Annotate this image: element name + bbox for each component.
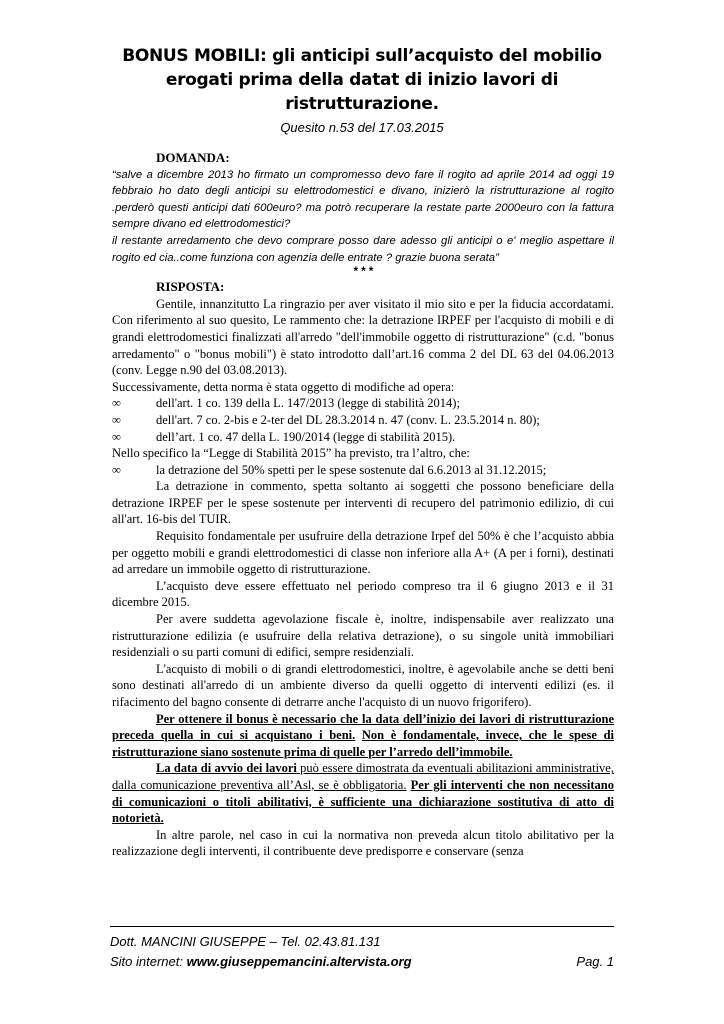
bullet-symbol: ∞ bbox=[112, 396, 121, 411]
list-item-text: dell'art. 1 co. 139 della L. 147/2013 (legge di stabilità 2014); bbox=[156, 396, 460, 411]
paragraph-soggetti: La detrazione in commento, spetta soltanto ai soggetti che possono beneficiare della detrazione IRPEF per le spese sostenute per interventi di recupero del patrimonio edilizio, di cui all'art. 16-bis del TUIR. bbox=[112, 479, 614, 527]
paragraph-ristrutturazione: Per avere suddetta agevolazione fiscale è, inoltre, indispensabile aver realizzato una ristrutturazione edilizia (e usufruire della relativa detrazione), o su singole unità immobiliari residenziali o su parti comuni di edifici, sempre residenziali. bbox=[112, 612, 614, 660]
footer-author: Dott. MANCINI GIUSEPPE – Tel. 02.43.81.131 bbox=[110, 934, 381, 949]
list-item bbox=[112, 412, 614, 429]
quesito-reference: Quesito n.53 del 17.03.2015 bbox=[280, 120, 444, 135]
avvio-lavori-text: può essere dimostrata da eventuali abilitazioni amministrative, dalla comunicazione preventiva all’Asl, se è obbligatoria. bbox=[112, 761, 614, 792]
paragraph-bonus-condition bbox=[112, 711, 614, 761]
page-number: Pag. 1 bbox=[576, 954, 614, 969]
paragraph-requisito: Requisito fondamentale per usufruire della detrazione Irpef del 50% è che l’acquisto abbia per oggetto mobili e grandi elettrodomestici di classe non inferiore alla A+ (A per i forni), destinati ad arredare un immobile oggetto di ristrutturazione. bbox=[112, 529, 614, 577]
list-item-text: la detrazione del 50% spetti per le spese sostenute dal 6.6.2013 al 31.12.2015; bbox=[156, 462, 547, 477]
document-title: BONUS MOBILI: gli anticipi sull’acquisto del mobilio erogati prima della datat di inizio lavori di ristrutturazione. bbox=[122, 46, 602, 114]
bullet-symbol: ∞ bbox=[112, 429, 121, 444]
bonus-note-text: Non è fondamentale, invece, che le spese di ristrutturazione siano sostenute prima di quelle per l’arredo dell’immobile. bbox=[112, 728, 615, 759]
avvio-lavori-label: La data di avvio dei lavori bbox=[156, 761, 297, 776]
risposta-heading: RISPOSTA: bbox=[156, 279, 225, 295]
footer-site bbox=[110, 952, 412, 972]
site-label: Sito internet: bbox=[110, 954, 187, 969]
domanda-text-continued: il restante arredamento che devo comprare posso dare adesso gli anticipi o e' meglio aspettare il rogito ed cia..come funziona con agenzia delle entrate ? grazie buona serata” bbox=[112, 234, 614, 264]
document-body bbox=[112, 150, 614, 860]
paragraph-arredo: L'acquisto di mobili o di grandi elettrodomestici, inoltre, è agevolabile anche se detti beni sono destinati all'arredo di un ambiente diverso da quelli oggetto di interventi edilizi (es. il rifacimento del bagno consente di detrarre anche l'acquisto di un nuovo frigorifero). bbox=[112, 661, 614, 709]
list-item bbox=[112, 429, 614, 446]
page-footer bbox=[110, 932, 614, 972]
domanda-text: “salve a dicembre 2013 ho firmato un compromesso devo fare il rogito ad aprile 2014 ad oggi 19 febbraio ho dato degli anticipi su elettrodomestici e divano, inizierò la ristrutturazione al rogito .perderò questi anticipi dati 600euro? ma potrò recuperare la restate parte 2000euro con la fattura sempre divano ed elettrodomestici? bbox=[112, 168, 614, 231]
site-link[interactable]: www.giuseppemancini.altervista.org bbox=[186, 954, 412, 969]
bullet-symbol: ∞ bbox=[112, 462, 121, 477]
paragraph-avvio-lavori bbox=[112, 760, 614, 826]
domanda-heading: DOMANDA: bbox=[156, 150, 230, 165]
list-item-text: dell’art. 1 co. 47 della L. 190/2014 (legge di stabilità 2015). bbox=[156, 429, 456, 444]
list-item bbox=[112, 395, 614, 412]
paragraph-periodo: L’acquisto deve essere effettuato nel periodo compreso tra il 6 giugno 2013 e il 31 dicembre 2015. bbox=[112, 578, 614, 610]
paragraph-modifiche: Successivamente, detta norma è stata oggetto di modifiche ad opera: bbox=[112, 379, 455, 394]
bullet-symbol: ∞ bbox=[112, 412, 121, 427]
section-separator: * * * bbox=[353, 266, 373, 279]
dichiarazione-text: Per gli interventi che non necessitano di comunicazioni o titoli abilitativi, è sufficiente una dichiarazione sostitutiva di atto di notorietà. bbox=[112, 777, 615, 826]
bonus-condition-text: Per ottenere il bonus è necessario che la data dell’inizio dei lavori di ristrutturazione preceda quella in cui si acquistano i beni. bbox=[112, 711, 614, 743]
paragraph-intro: Gentile, innanzitutto La ringrazio per aver visitato il mio sito e per la fiducia accordatami. Con riferimento al suo quesito, Le rammento che: la detrazione IRPEF per l'acquisto di mobili e di grandi elettrodomestici finalizzati all'arredo "dell'immobile oggetto di ristrutturazione" (c.d. "bonus arredamento" o "bonus mobili") è stato introdotto dall’art.16 comma 2 del DL 63 del 04.06.2013 (conv. Legge n.90 del 03.08.2013). bbox=[112, 296, 614, 378]
list-item bbox=[112, 462, 614, 479]
footer-divider bbox=[110, 926, 614, 927]
footer-row bbox=[110, 952, 614, 972]
list-item-text: dell'art. 7 co. 2-bis e 2-ter del DL 28.3.2014 n. 47 (conv. L. 23.5.2014 n. 80); bbox=[156, 412, 540, 427]
paragraph-titolo-abilitativo: In altre parole, nel caso in cui la normativa non preveda alcun titolo abilitativo per la realizzazione degli interventi, il contribuente deve predisporre e conservare (senza bbox=[112, 827, 614, 859]
paragraph-legge-stabilita: Nello specifico la “Legge di Stabilità 2015” ha previsto, tra l’altro, che: bbox=[112, 446, 470, 461]
